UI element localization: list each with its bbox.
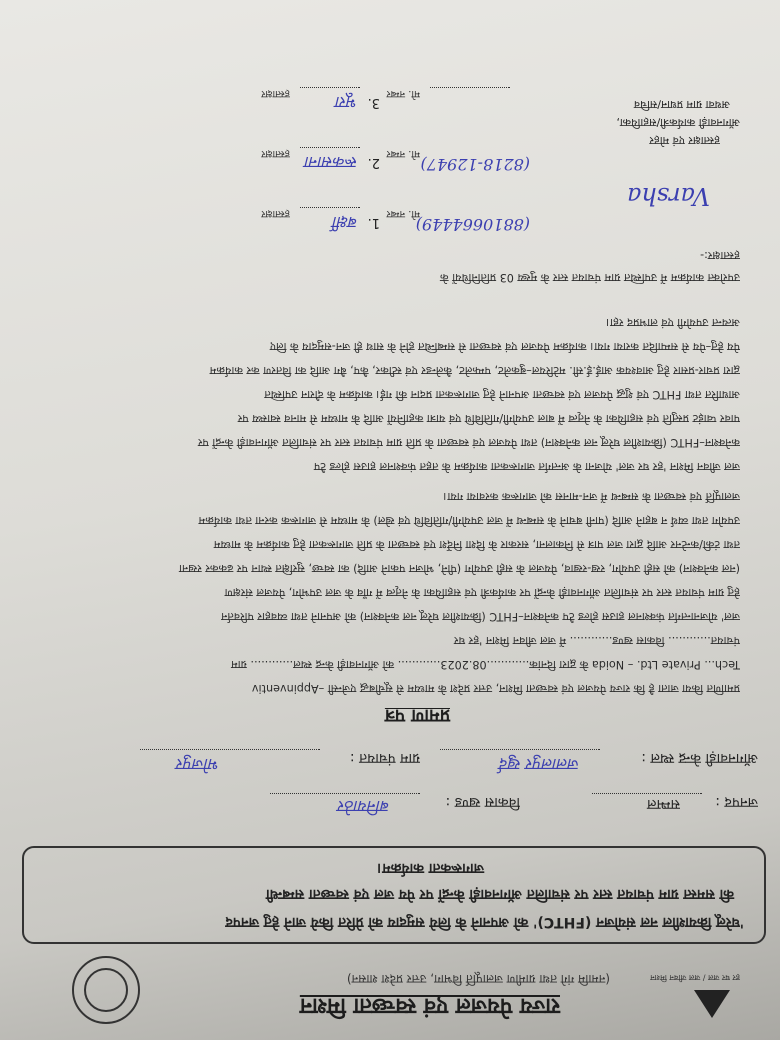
gp-label: ग्राम पंचायत :: [349, 750, 420, 766]
cert-line-7: तथा टंकी/कन्टेनर आदि द्वारा जल पात्र से निकालना, सरकार के दिशा निर्देश एवं स्वच्छता के प्रति जागरूकता हेतु कार्यक्रम के माध्यम: [213, 538, 740, 551]
footer-line-2: ऑगनवाड़ी कार्यकत्री/सहायिका,: [616, 116, 740, 129]
org-subtitle: (नमामि गंगे तथा ग्रामीण जलापूर्ति विभाग, उत्तर प्रदेश शासन): [346, 972, 610, 986]
cert-line-13: आधारित तथा FHTC एवं शुद्ध पेयजल एवं स्वच्छता अपनाने हेतु जागरूकता प्रदान की गई। कार्यक्रम के दौरान उपस्थित: [264, 388, 740, 401]
closing-line-2: हस्ताक्षर:-: [700, 249, 740, 262]
signatory-1-mob-label: मो. नम्बर: [386, 208, 420, 219]
signatory-1-mobile: (8810664449): [415, 215, 530, 234]
signatory-2-num: 2.: [367, 155, 380, 170]
cert-line-9: जलापूर्ति एवं स्वच्छता के सम्बन्ध में जन-मानस को जागरूक करवाया गया।: [443, 490, 740, 503]
anganwadi-dotted-line: [440, 749, 600, 750]
org-title: राज्य पेयजल एवं स्वच्छता मिशन: [299, 993, 560, 1018]
signatory-2-sig-label: हस्ताक्षर: [261, 148, 290, 159]
signatory-3-mobile-dots: [430, 87, 510, 88]
logo-text: हर घर जल / जल जीवन मिशन: [650, 973, 740, 982]
district-value: सम्भल: [647, 796, 680, 812]
box-line-1: 'घरेलू क्रियाशील नल संयोजन (FHTC)' को अपनाने के लिये समुदाय को प्रेरित किये जाने हेतु जनपद: [225, 914, 744, 930]
anganwadi-value: जलालपुर खुर्द: [499, 755, 580, 774]
cert-line-8: उपयोग तथा व्यर्थ न बहाने आदि (पानी बचाने के सम्बन्ध में जल उपयोगी/गतिविधि एवं खेल) के माध्यम से जागरूक करना तथा कार्यक्रम: [198, 514, 740, 527]
cert-line-5: हेतु ग्राम पंचायत स्तर पर संचालित ऑगनवाड़ी केन्द्रों पर कार्यकत्री एवं सहायिका के नेतृत्व में गाँव के जल उपभोग, पेयजल संरक्षण: [224, 586, 740, 599]
closing-line-1: उपरोक्त कार्यक्रम में उपस्थित ग्राम पंचायत स्तर के मुख्य 03 प्रतिनिधियों के: [440, 271, 740, 284]
block-label: विकास खण्ड :: [445, 794, 520, 810]
gp-dotted-line: [140, 749, 320, 750]
signatory-3-dots: [300, 87, 360, 88]
signatory-3-name: भूरा: [336, 93, 358, 112]
cert-line-14: द्वारा प्रचार-प्रसार हेतु आवश्यक आई.ई.सी. मटेरियल–बुकलेट, पम्फलेट, कैलेन्डर एवं स्टीकर, कैप, बैग आदि का वितरण कर कार्यक्रम: [209, 364, 740, 377]
box-line-3: जागरूकता कार्यक्रम।: [377, 860, 484, 876]
cert-line-11: कनेक्शन–FHTC (क्रियाशील घरेलू नल कनेक्शन) तथा पेयजल एवं स्वच्छता के प्रति ग्राम पंचायत स्तर पर संचालित ऑगनवाड़ी केन्द्रों पर: [197, 436, 740, 449]
water-drop-icon: [694, 990, 730, 1018]
gp-value: भोजपुर: [177, 755, 220, 774]
signatory-1-num: 1.: [367, 215, 380, 230]
footer-line-3: अथवा ग्राम प्रधान/सचिव: [633, 98, 730, 111]
district-label: जनपद :: [715, 794, 758, 810]
signatory-3-num: 3.: [367, 95, 380, 110]
cert-line-10: जल जीवन मिशन 'हर घर जल' योजना के अन्तर्गत जागरूकता कार्यक्रम के तहत फंक्शनल हाउस होल्ड टैप: [313, 460, 740, 473]
handwritten-signature: Varsha: [627, 182, 710, 210]
signatory-2-name: रूकसाना: [305, 153, 358, 172]
cert-line-2: Tech... Private Ltd. – Noida के द्वारा दिनांक............08.2023............ को ऑगनवाड़ी केन्द्र स्थल............ ग्राम: [231, 658, 740, 671]
cert-line-6: (नल कनेक्शन) को सही उपयोग, रख-रखाव, पेयजल के सही उपयोग (पीने, भोजन पकाने आदि) का स्वच्छ, सुरक्षित स्थान पर ढककर रखना: [178, 562, 740, 575]
block-value: बनियाठेर: [338, 797, 390, 816]
state-emblem-logo: [72, 956, 140, 1024]
block-dotted-line: [270, 793, 420, 794]
cert-line-15: पेय हेतु–पेय से सम्पादित कराया गया। कार्यक्रम पेयजल एवं स्वच्छता से सम्बन्धित होने के साथ ही जन-समुदाय के लिए: [269, 340, 740, 353]
signatory-3-mob-label: मो. नम्बर: [386, 88, 420, 99]
signatory-2-mob-label: मो. नम्बर: [386, 148, 420, 159]
cert-line-3: पंचायत............ विकास खण्ड............ में जल जीवन मिशन 'हर घर: [453, 634, 740, 647]
cert-line-12: पावर प्वाइंट प्रस्तुति एवं सहायिका के नेतृत्व में बाल उपयोगी/गतिविधि एवं यात्रा कहानियों आदि के माध्यम से मानव स्वास्थ्य पर: [237, 412, 740, 425]
signatory-2-dots: [300, 147, 360, 148]
signatory-3-sig-label: हस्ताक्षर: [261, 88, 290, 99]
footer-line-1: हस्ताक्षर एवं मोहर: [649, 134, 720, 147]
certificate-title: प्रमाण पत्र: [384, 705, 450, 726]
har-ghar-jal-logo: [650, 956, 740, 1026]
cert-line-4: जल' योजनान्तर्गत फंक्शनल हाउस होल्ड टैप कनेक्शन–FHTC (क्रियाशील घरेलू नल कनेक्शन) को अपनाने तथा व्यवहार परिवर्तन: [221, 610, 740, 623]
signatory-1-dots: [300, 207, 360, 208]
district-dotted-line: [592, 793, 702, 794]
emblem-ring-icon: [84, 968, 128, 1012]
cert-line-16: अत्यन्त उपयोगी एवं लाभप्रद रहा।: [605, 316, 740, 329]
cert-line-1: प्रमाणित किया जाता है कि राज्य पेयजल एवं स्वच्छता मिशन, उत्तर प्रदेश के माध्यम से सूचीबद्ध एजेन्सी –Appinventiv: [251, 682, 740, 695]
signatory-2-mobile: (8218-12947): [420, 155, 530, 174]
signatory-1-name: बर्क्षी: [333, 213, 358, 232]
signatory-1-sig-label: हस्ताक्षर: [261, 208, 290, 219]
header-box: [22, 846, 766, 944]
anganwadi-label: ऑगनवाड़ी केन्द्र स्थल :: [641, 750, 758, 766]
box-line-2: की समस्त ग्राम पंचायत स्तर पर संचालित ऑगनवाड़ी केन्द्रों पर पेय जल एवं स्वच्छता सम्बन्धी: [266, 886, 734, 902]
